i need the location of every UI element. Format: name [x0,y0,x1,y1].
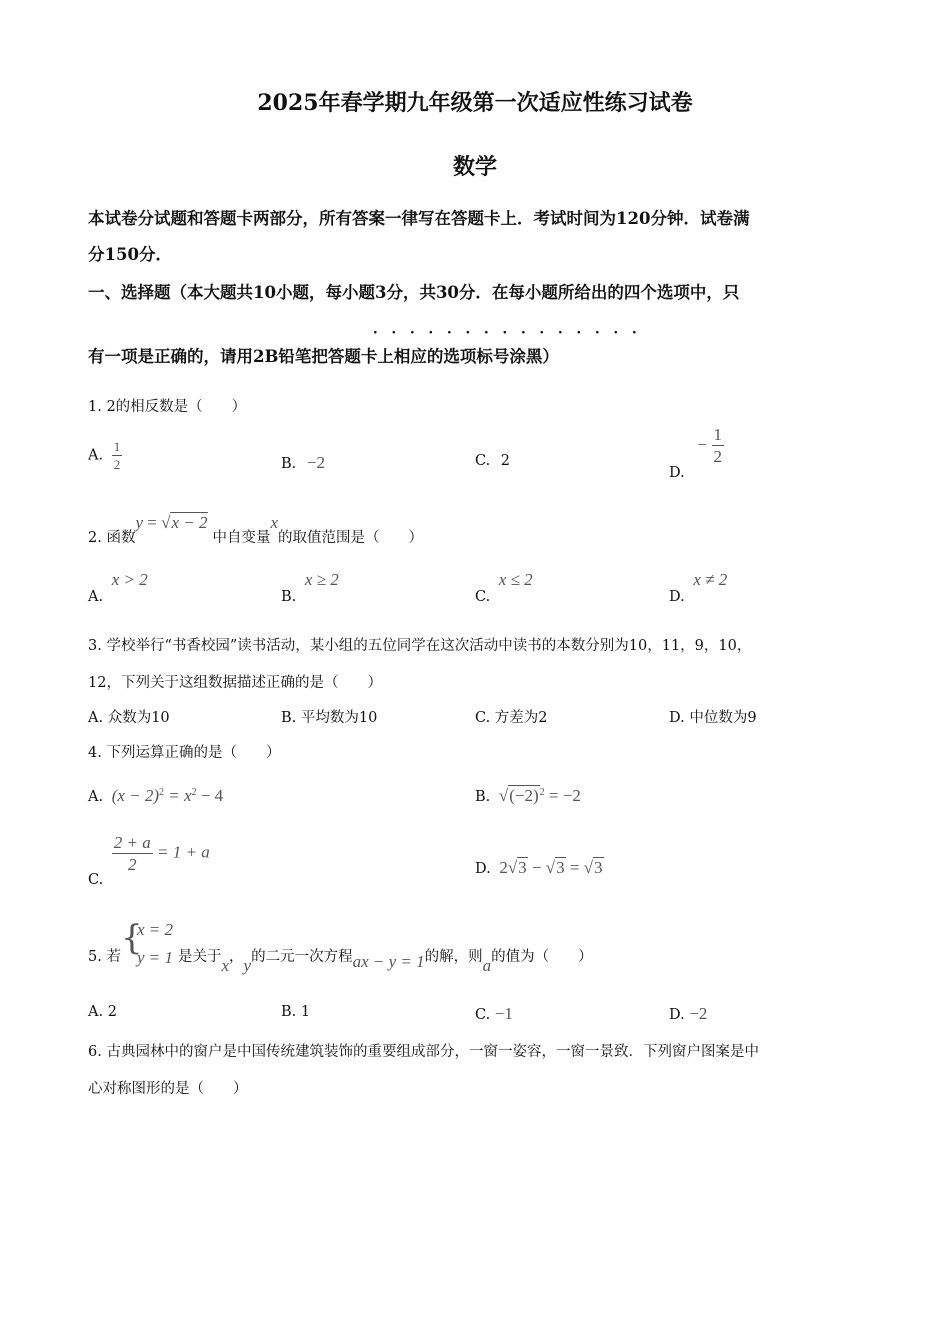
q2-b-label: B. [281,589,297,605]
q1-option-a [88,440,122,471]
q5-stem-mid-1: 是关于 [178,949,222,965]
q4-a-rhs-exponent: 2 [191,787,197,799]
q1-option-b [281,453,325,473]
q6-stem-line-2: 心对称图形的是（ ） [88,1081,248,1097]
q5-var-a: a [482,956,492,975]
section-heading-line-2: 有一项是正确的，请用2B铅笔把答题卡上相应的选项标号涂黑） [88,347,559,366]
q1-c-value: 2 [500,453,511,469]
emphasis-dot: · [576,325,582,341]
q4-a-base: (x − 2) [111,786,160,805]
q2-option-d [669,570,728,605]
emphasis-dot: · [372,325,378,341]
q4-b-label: B. [475,789,491,805]
q3-option-c [475,706,548,727]
q2-stem-pre: 2. 函数 [88,530,136,546]
q5-option-a [88,1004,117,1020]
q1-d-label: D. [669,464,685,481]
q4-b-base: (−2) [509,786,539,805]
q4-c-label: C. [88,871,104,888]
q4-a-tail: − 4 [196,786,224,805]
q5-b-label: B. [281,1004,297,1020]
q3-stem-line-1: 3. 学校举行“书香校园”读书活动，某小组的五位同学在这次活动中读书的本数分别为10，11，9，10， [88,638,752,654]
subject-title: 数学 [452,154,497,180]
q3-a-label: A. [88,710,104,726]
q5-stem-pre: 5. 若 [88,949,121,965]
section-heading-line-1: 一、选择题（本大题共10小题，每小题3分，共30分．在每小题所给出的四个选项中，只 [88,283,740,302]
q2-stem-mid: 中自变量 [212,530,271,546]
q4-stem: 4. 下列运算正确的是（ ） [88,745,281,761]
q4-d-radicand-3: 3 [594,858,603,877]
q5-d-label: D. [669,1007,685,1023]
q1-d-numerator: 1 [713,425,723,444]
q2-stem-post: 的取值范围是（ ） [278,530,424,546]
emphasis-dot: · [557,325,563,341]
q3-stem-line-2: 12，下列关于这组数据描述正确的是（ ） [88,675,382,691]
q4-d-equals: = [565,858,584,877]
q2-a-label: A. [88,589,104,605]
q3-b-value: 平均数为10 [300,710,378,726]
q1-c-label: C. [475,453,491,469]
q2-c-value: x ≤ 2 [498,570,533,589]
q4-a-label: A. [88,789,104,805]
instructions-line-1: 本试卷分试题和答题卡两部分，所有答案一律写在答题卡上．考试时间为120分钟．试卷满 [88,209,750,228]
q5-option-b [281,1004,310,1020]
q4-c-fraction [112,834,153,873]
q4-d-minus: − [527,858,546,877]
q2-d-value: x ≠ 2 [693,570,728,589]
q5-stem-post: 的值为（ ） [491,949,593,965]
q3-c-label: C. [475,710,491,726]
q5-c-label: C. [475,1007,491,1023]
q1-option-d [669,425,724,481]
q2-option-c [475,570,533,605]
q4-option-a [88,786,223,806]
q5-system-line-1: x = 2 [137,920,174,939]
q1-d-sign: − [697,434,707,454]
q3-option-a [88,706,170,727]
q5-equation: ax − y = 1 [352,952,425,971]
q5-comma: ， [229,949,244,965]
q5-var-y: y [243,956,252,975]
q4-option-b: B. $√(-2)^2 = -2$ [475,786,581,805]
q5-option-d [669,1004,707,1024]
q4-d-label: D. [475,861,491,877]
q5-a-value: 2 [107,1004,117,1020]
emphasis-dot: · [631,325,637,341]
q2-option-b [281,570,339,605]
q5-stem-mid-3: 的解，则 [424,949,483,965]
q5-a-label: A. [88,1004,104,1020]
q3-a-value: 众数为10 [107,710,170,726]
q4-d-radicand-2: 3 [556,858,565,877]
exam-title: 2025年春学期九年级第一次适应性练习试卷 [257,90,693,116]
q3-option-d [669,706,757,727]
q1-b-label: B. [281,456,297,472]
q3-d-value: 中位数为9 [689,710,757,726]
q1-stem: 1. 2的相反数是（ ） [88,399,247,415]
q5-stem-mid-2: 的二元一次方程 [251,949,353,965]
emphasis-dot: · [613,325,619,341]
q3-c-value: 方差为2 [494,710,548,726]
q2-b-value: x ≥ 2 [304,570,339,589]
q1-option-c [475,453,510,469]
emphasis-dot: · [446,325,452,341]
emphasis-dot: · [391,325,397,341]
q2-func-radicand: x − 2 [171,513,208,532]
q4-b-rhs: = −2 [544,786,581,805]
q3-b-label: B. [281,710,297,726]
q1-d-fraction [712,426,725,465]
q2-func-eq: = [143,513,162,532]
q1-a-denominator: 2 [113,457,121,472]
emphasis-dot: · [594,325,600,341]
q5-var-x: x [221,956,230,975]
q2-variable: x [270,513,279,532]
q4-d-radicand-1: 3 [518,858,527,877]
q1-a-fraction [112,440,123,471]
instructions-line-2: 分150分． [88,245,172,264]
q4-a-exponent: 2 [159,787,165,799]
emphasis-dot: · [465,325,471,341]
q4-c-numerator: 2 + a [113,833,151,852]
q1-a-numerator: 1 [113,439,121,454]
q6-stem-line-1: 6. 古典园林中的窗户是中国传统建筑装饰的重要组成部分，一窗一姿容，一窗一景致．下列窗户图案是中 [88,1044,759,1060]
q2-option-a [88,570,148,605]
q2-c-label: C. [475,589,491,605]
q4-b-exponent: 2 [539,787,545,799]
q4-c-rhs: = 1 + a [152,842,210,862]
q2-d-label: D. [669,589,685,605]
q2-a-value: x > 2 [111,570,148,589]
emphasis-dot: · [428,325,434,341]
emphasis-dot: · [520,325,526,341]
q4-c-denominator: 2 [128,855,137,874]
q3-d-label: D. [669,710,685,726]
q1-a-label: A. [88,447,104,464]
q5-b-value: 1 [300,1004,311,1020]
q5-system-brace: { [121,918,143,958]
q1-b-value: −2 [306,453,325,472]
emphasis-dots [366,322,644,341]
q5-system-line-2: y = 1 [137,948,174,967]
q1-d-denominator: 2 [713,447,723,466]
q5-stem-rest [178,945,593,975]
q5-option-c [475,1004,513,1024]
q4-d-coefficient: 2 [499,858,508,877]
q4-a-rhs: = x [164,786,192,805]
q5-c-value: −1 [494,1004,513,1023]
q2-stem: 2. 函数y = √x − 2中自变量x的取值范围是（ ） [88,513,424,546]
emphasis-dot: · [502,325,508,341]
q4-option-c [88,833,210,888]
emphasis-dot: · [409,325,415,341]
q5-d-value: −2 [689,1004,708,1023]
emphasis-dot: · [483,325,489,341]
q2-func-lhs: y [135,513,143,532]
q3-option-b [281,706,377,727]
emphasis-dot: · [539,325,545,341]
q4-option-d: D. 2√3 − √3 = √3 [475,858,603,877]
